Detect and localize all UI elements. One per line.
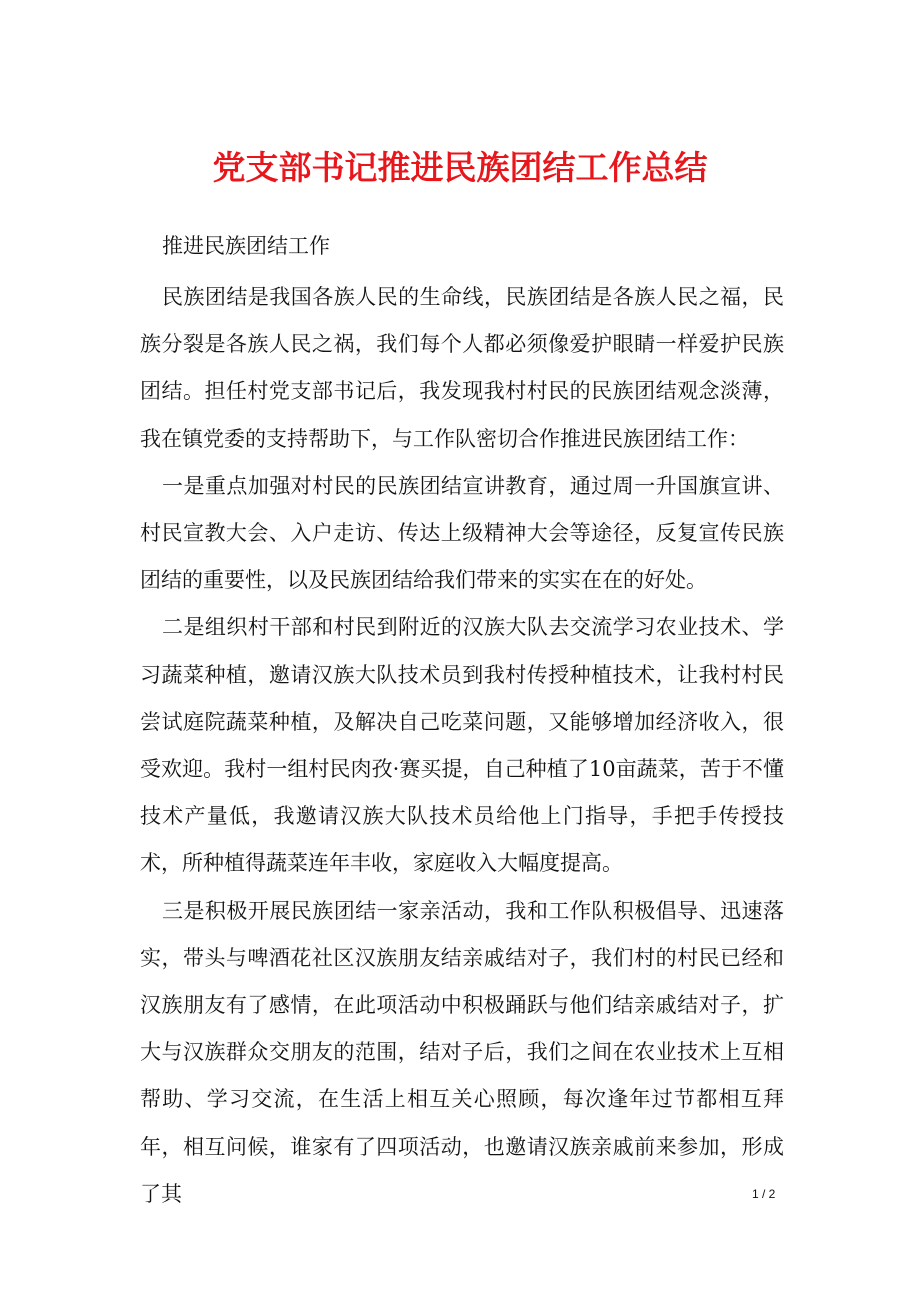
page-number: 1 / 2 [752,1187,776,1201]
paragraph-point-one: 一是重点加强对村民的民族团结宣讲教育，通过周一升国旗宣讲、村民宣教大会、入户走访、传达上级精神大会等途径，反复宣传民族团结的重要性，以及民族团结给我们带来的实实在在的好处。 [140,473,784,593]
document-title: 党支部书记推进民族团结工作总结 [212,148,708,187]
document-body [140,274,784,1218]
section-heading: 推进民族团结工作 [162,234,330,258]
paragraph-point-three: 三是积极开展民族团结一家亲活动，我和工作队积极倡导、迅速落实，带头与啤酒花社区汉族朋友结亲戚结对子，我们村的村民已经和汉族朋友有了感情，在此项活动中积极踊跃与他们结亲戚结对子，扩大与汉族群众交朋友的范围，结对子后，我们之间在农业技术上互相帮助、学习交流，在生活上相互关心照顾，每次逢年过节都相互拜年，相互问候，谁家有了四项活动，也邀请汉族亲戚前来参加，形成了其 [140,898,784,1206]
paragraph-intro: 民族团结是我国各族人民的生命线，民族团结是各族人民之福，民族分裂是各族人民之祸，我们每个人都必须像爱护眼睛一样爱护民族团结。担任村党支部书记后，我发现我村村民的民族团结观念淡薄，我在镇党委的支持帮助下，与工作队密切合作推进民族团结工作： [140,285,784,451]
paragraph-point-two: 二是组织村干部和村民到附近的汉族大队去交流学习农业技术、学习蔬菜种植，邀请汉族大队技术员到我村传授种植技术，让我村村民尝试庭院蔬菜种植，及解决自己吃菜问题，又能够增加经济收入，很受欢迎。我村一组村民肉孜·赛买提，自己种植了10亩蔬菜，苦于不懂技术产量低，我邀请汉族大队技术员给他上门指导，手把手传授技术，所种植得蔬菜连年丰收，家庭收入大幅度提高。 [140,615,784,876]
